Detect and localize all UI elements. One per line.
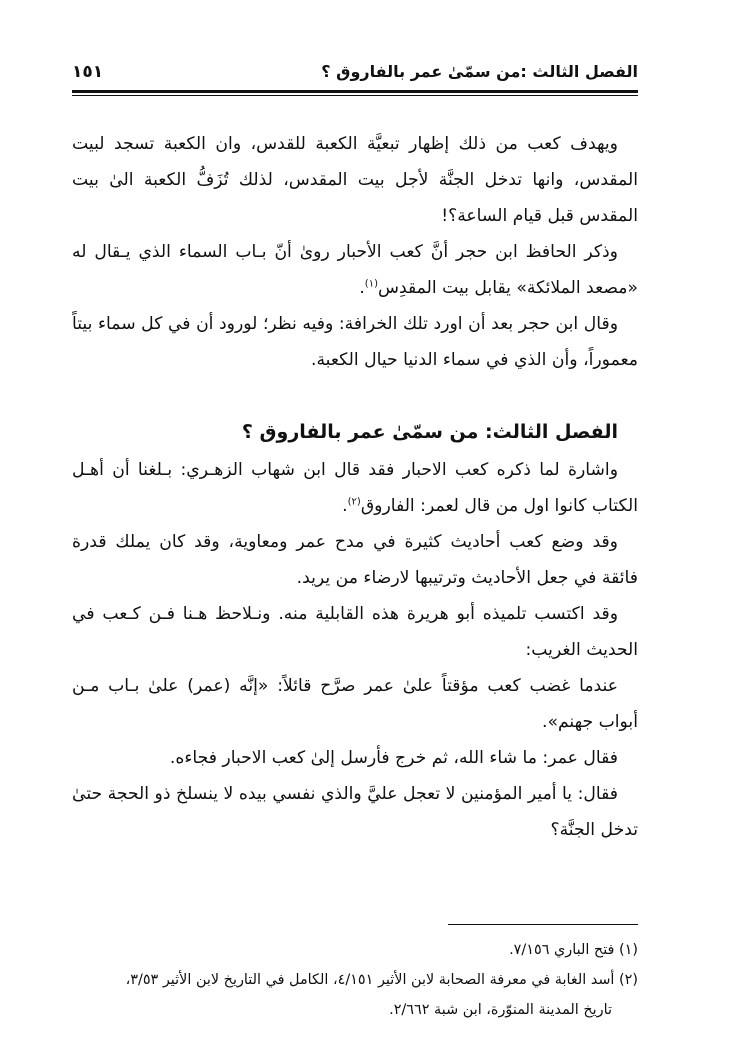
- paragraph: [72, 126, 638, 234]
- footnote-text-continued: تاريخ المدينة المنوّرة، ابن شبة ٢/٦٦٢.: [389, 1002, 612, 1018]
- paragraph-text: وقد اكتسب تلميذه أبو هريرة هذه القابلية منه. ونـلاحظ هـنا فـن كـعب في الحديث الغريب:: [72, 604, 638, 660]
- paragraph: [72, 524, 638, 596]
- paragraph-text: وذكر الحافظ ابن حجر أنَّ كعب الأحبار رویٰ أنّ بـاب السماء الذي يـقال له «مصعد الملائكة» يقابل بيت المقدِس: [72, 242, 638, 298]
- paragraph-end: .: [359, 278, 365, 298]
- book-page: [72, 56, 638, 1036]
- footnote-rule: [448, 924, 638, 925]
- footnote-marker: (٢): [619, 972, 638, 988]
- footnote: [72, 965, 638, 1025]
- footnote-ref[interactable]: (٢): [347, 496, 361, 508]
- header-rule: [72, 90, 638, 96]
- paragraph-text: فقال: يا أمير المؤمنين لا تعجل عليَّ والذي نفسي بيده لا ينسلخ ذو الحجة حتىٰ تدخل الجنَّة؟: [72, 784, 638, 840]
- footnotes-section: [72, 924, 638, 1025]
- body-text-top: [72, 126, 638, 378]
- paragraph: [72, 452, 638, 524]
- body-text-bottom: [72, 452, 638, 848]
- paragraph-end: .: [342, 496, 348, 516]
- paragraph: [72, 306, 638, 378]
- paragraph-text: عندما غضب كعب مؤقتاً علىٰ عمر صرَّح قائلاً: «إنَّه (عمر) علىٰ بـاب مـن أبواب جهنم».: [72, 676, 638, 732]
- paragraph: [72, 234, 638, 306]
- footnote: [72, 935, 638, 965]
- paragraph-text: وقد وضع كعب أحاديث كثيرة في مدح عمر ومعاوية، وقد كان يملك قدرة فائقة في جعل الأحاديث وترتيبها لارضاء من يريد.: [72, 532, 638, 588]
- footnote-text: فتح الباري ٧/١٥٦.: [509, 942, 615, 958]
- footnote-ref[interactable]: (١): [364, 278, 378, 290]
- footnote-marker: (١): [619, 942, 638, 958]
- paragraph-text: فقال عمر: ما شاء الله، ثم خرج فأرسل إلىٰ كعب الاحبار فجاءه.: [169, 748, 618, 768]
- paragraph: [72, 668, 638, 740]
- paragraph-text: واشارة لما ذكره كعب الاحبار فقد قال ابن شهاب الزهـري: بـلغنا أن أهـل الكتاب كانوا اول من قال لعمر: الفاروق: [72, 460, 638, 516]
- running-header: [72, 56, 638, 88]
- footnotes-list: [72, 935, 638, 1025]
- running-title: الفصل الثالث :من سمّىٰ عمر بالفاروق ؟: [321, 62, 638, 81]
- paragraph-text: وقال ابن حجر بعد أن اورد تلك الخرافة: وفيه نظر؛ لورود أن في كل سماء بيتاً معموراً، وأن الذي في سماء الدنيا حيال الكعبة.: [72, 314, 638, 370]
- section-heading: الفصل الثالث: من سمّىٰ عمر بالفاروق ؟: [241, 421, 618, 443]
- paragraph: [72, 776, 638, 848]
- paragraph: [72, 740, 638, 776]
- page-number: ١٥١: [72, 62, 104, 82]
- footnote-text: أسد الغابة في معرفة الصحابة لابن الأثير ٤/١٥١، الكامل في التاريخ لابن الأثير ٣/٥٣،: [125, 972, 615, 988]
- paragraph-text: ويهدف كعب من ذلك إظهار تبعيَّة الكعبة للقدس، وان الكعبة تسجد لبيت المقدس، وانها تدخل الجنَّة لأجل بيت المقدس، لذلك تُزَفُّ الكعبة الىٰ بيت المقدس قبل قيام الساعة؟!: [72, 134, 638, 226]
- paragraph: [72, 596, 638, 668]
